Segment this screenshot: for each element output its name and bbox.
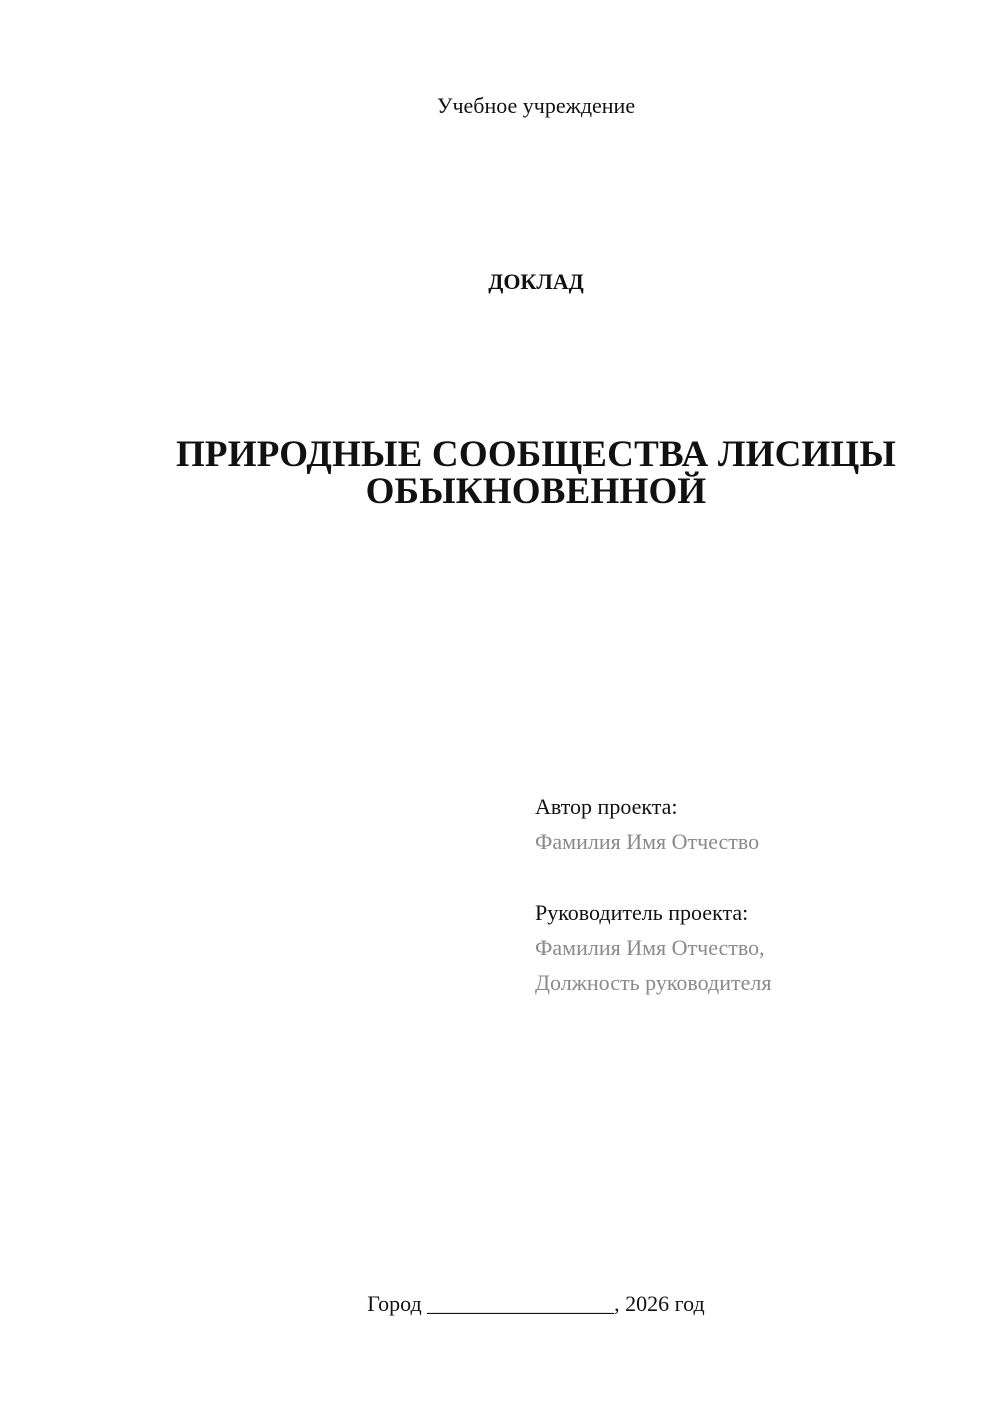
credits-spacer (535, 859, 975, 895)
report-title (120, 436, 952, 510)
report-title-line-1: ПРИРОДНЫЕ СООБЩЕСТВА ЛИСИЦЫ (175, 434, 897, 475)
author-name: Фамилия Имя Отчество (535, 829, 760, 854)
credits-block (535, 789, 975, 1000)
supervisor-position: Должность руководителя (535, 970, 772, 995)
author-label: Автор проекта: (535, 794, 678, 819)
institution-name: Учебное учреждение (436, 93, 636, 118)
city-year-line: Город _________________, 2026 год (367, 1291, 705, 1316)
supervisor-label: Руководитель проекта: (535, 900, 749, 925)
document-type: ДОКЛАД (488, 269, 584, 294)
supervisor-name: Фамилия Имя Отчество, (535, 935, 765, 960)
report-title-line-2: ОБЫКНОВЕННОЙ (365, 471, 707, 512)
